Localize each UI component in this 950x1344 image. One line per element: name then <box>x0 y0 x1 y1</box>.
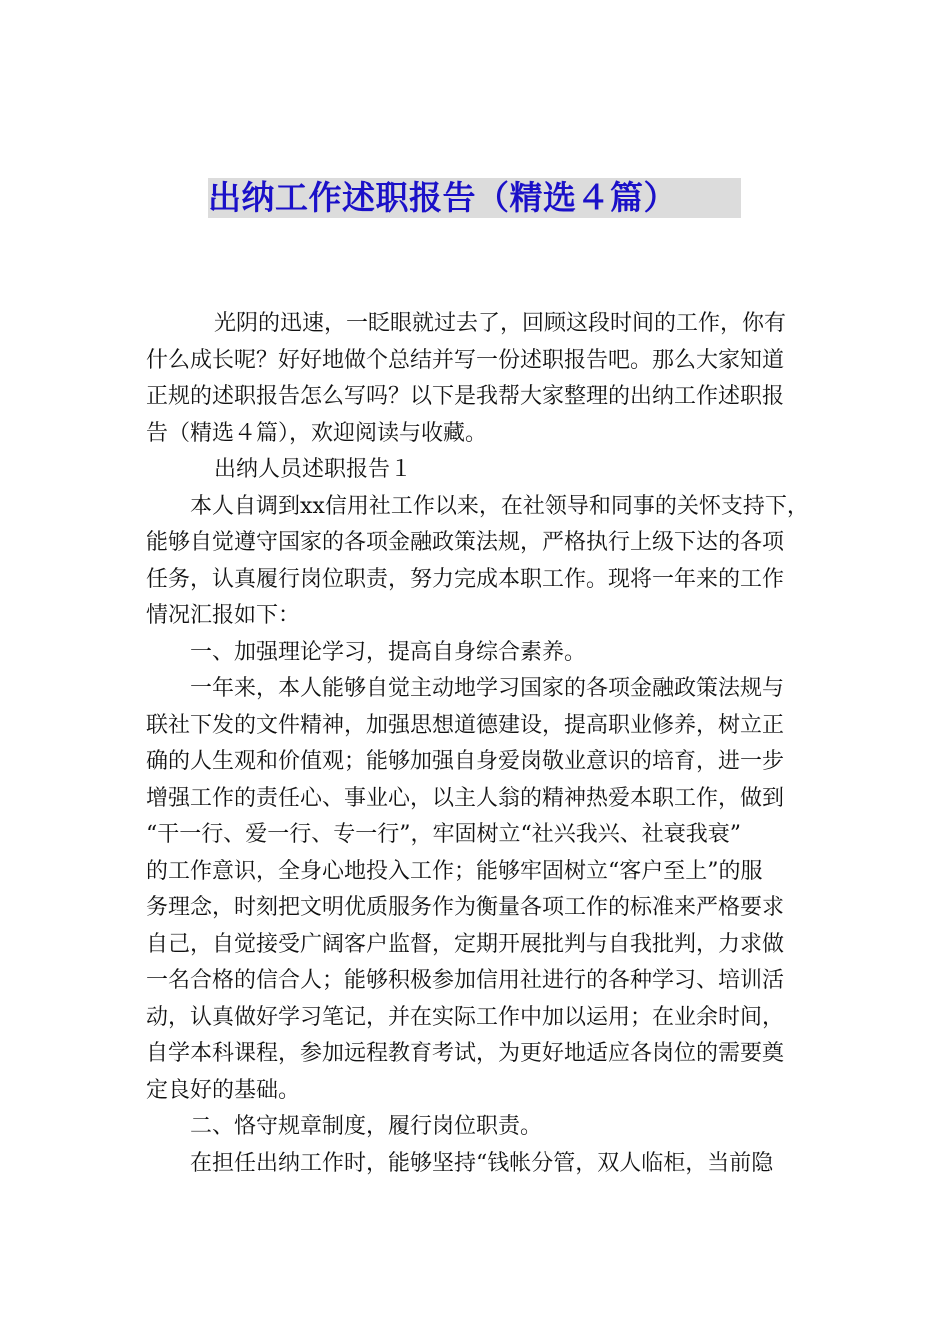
title-highlight <box>208 178 741 218</box>
paragraph-line: 光阴的迅速，一眨眼就过去了，回顾这段时间的工作，你有 <box>214 311 787 336</box>
paragraph-line: 的工作意识，全身心地投入工作；能够牢固树立“客户至上”的服 <box>146 858 763 884</box>
paragraph-line: 增强工作的责任心、事业心，以主人翁的精神热爱本职工作，做到 <box>146 785 785 811</box>
section-heading: 一、加强理论学习，提高自身综合素养。 <box>190 639 587 665</box>
paragraph-line: 动，认真做好学习笔记，并在实际工作中加以运用；在业余时间， <box>146 1004 785 1030</box>
paragraph-line: 自己，自觉接受广阔客户监督，定期开展批判与自我批判，力求做 <box>146 931 785 957</box>
paragraph-line: 务理念，时刻把文明优质服务作为衡量各项工作的标准来严格要求 <box>146 895 785 920</box>
paragraph-line: 能够自觉遵守国家的各项金融政策法规，严格执行上级下达的各项 <box>146 530 785 555</box>
paragraph-line: 在担任出纳工作时，能够坚持“钱帐分管，双人临柜，当前隐 <box>190 1150 774 1176</box>
paragraph-line: 告（精选４篇），欢迎阅读与收藏。 <box>146 420 488 446</box>
paragraph-line: 定良好的基础。 <box>146 1077 301 1103</box>
paragraph-line: 一名合格的信合人；能够积极参加信用社进行的各种学习、培训活 <box>146 968 785 993</box>
paragraph-line: 确的人生观和价值观；能够加强自身爱岗敬业意识的培育，进一步 <box>146 749 785 774</box>
paragraph-line: 本人自调到xx信用社工作以来，在社领导和同事的关怀支持下， <box>190 493 809 519</box>
paragraph-line: 情况汇报如下： <box>146 603 301 628</box>
paragraph-line: “干一行、爱一行、专一行”，牢固树立“社兴我兴、社衰我衰” <box>146 822 741 847</box>
paragraph-line: 正规的述职报告怎么写吗？以下是我帮大家整理的出纳工作述职报 <box>146 384 785 409</box>
document-title: 出纳工作述职报告（精选４篇） <box>208 178 677 217</box>
paragraph-line: 联社下发的文件精神，加强思想道德建设，提高职业修养，树立正 <box>146 712 785 738</box>
paragraph-line: 一年来，本人能够自觉主动地学习国家的各项金融政策法规与 <box>190 676 785 701</box>
section-heading: 二、恪守规章制度，履行岗位职责。 <box>190 1114 543 1139</box>
document-body <box>146 306 810 1182</box>
paragraph-line: 什么成长呢？好好地做个总结并写一份述职报告吧。那么大家知道 <box>146 347 785 373</box>
paragraph-line: 自学本科课程，参加远程教育考试，为更好地适应各岗位的需要奠 <box>146 1041 785 1066</box>
section-heading: 出纳人员述职报告１ <box>214 457 413 482</box>
paragraph-line: 任务，认真履行岗位职责，努力完成本职工作。现将一年来的工作 <box>146 566 785 592</box>
